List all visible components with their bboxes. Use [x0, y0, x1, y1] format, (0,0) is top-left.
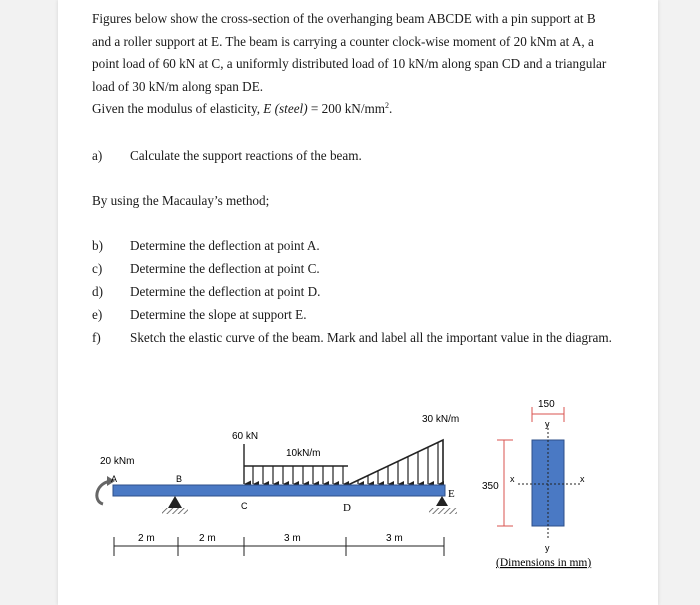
question-text: Determine the slope at support E.	[130, 307, 307, 322]
document-page	[58, 0, 658, 605]
question-text: Determine the deflection at point C.	[130, 261, 320, 276]
question-text: Calculate the support reactions of the beam.	[130, 148, 362, 163]
macaulay-heading: By using the Macaulay’s method;	[92, 193, 270, 208]
udl-label: 10kN/m	[286, 448, 321, 459]
question-label: c)	[92, 261, 103, 276]
point-label-c: C	[241, 501, 248, 511]
point-label-e: E	[448, 488, 455, 500]
beam-diagram	[58, 0, 658, 605]
question-label: d)	[92, 284, 103, 299]
triangular-load-label: 30 kN/m	[422, 414, 460, 425]
point-label-b: B	[176, 474, 183, 484]
span-label: 3 m	[284, 533, 301, 544]
moment-label: 20 kNm	[100, 456, 135, 467]
pin-support-b	[162, 496, 188, 514]
span-label: 2 m	[138, 533, 155, 544]
question-label: b)	[92, 238, 103, 253]
width-label: 150	[538, 399, 555, 410]
dimensions-caption: (Dimensions in mm)	[496, 557, 592, 569]
x-axis-label-right: x	[580, 474, 585, 484]
question-text: Sketch the elastic curve of the beam. Mark and label all the important value in the diagram.	[130, 330, 612, 345]
moment-arc	[97, 481, 113, 504]
y-axis-label-top: y	[545, 419, 550, 429]
beam	[113, 485, 445, 496]
question-label: a)	[92, 148, 103, 163]
question-text: Determine the deflection at point D.	[130, 284, 321, 299]
intro-line-2: and a roller support at E. The beam is carrying a counter clock-wise moment of 20 kNm at A, a	[92, 33, 594, 49]
udl-arrows	[253, 466, 343, 484]
point-label-a: A	[111, 474, 118, 484]
question-label: f)	[92, 330, 101, 345]
y-axis-label-bottom: y	[545, 543, 550, 553]
question-text: Determine the deflection at point A.	[130, 238, 320, 253]
intro-line-4: load of 30 kN/m along span DE.	[92, 78, 264, 94]
point-load-label: 60 kN	[232, 431, 259, 442]
question-label: e)	[92, 307, 103, 322]
point-label-d: D	[343, 502, 351, 514]
span-label: 3 m	[386, 533, 403, 544]
given-line: Given the modulus of elasticity, E (steel) = 200 $kN/mm^2$.	[92, 101, 393, 117]
span-label: 2 m	[199, 533, 216, 544]
intro-line-1: Figures below show the cross-section of the overhanging beam ABCDE with a pin support at B	[92, 11, 596, 26]
intro-line-3: point load of 60 kN at C, a uniformly distributed load of 10 kN/m along span CD and a triangular	[92, 56, 607, 72]
triangular-load-outline	[348, 440, 443, 485]
height-label: 350	[482, 481, 499, 492]
x-axis-label-left: x	[510, 474, 515, 484]
